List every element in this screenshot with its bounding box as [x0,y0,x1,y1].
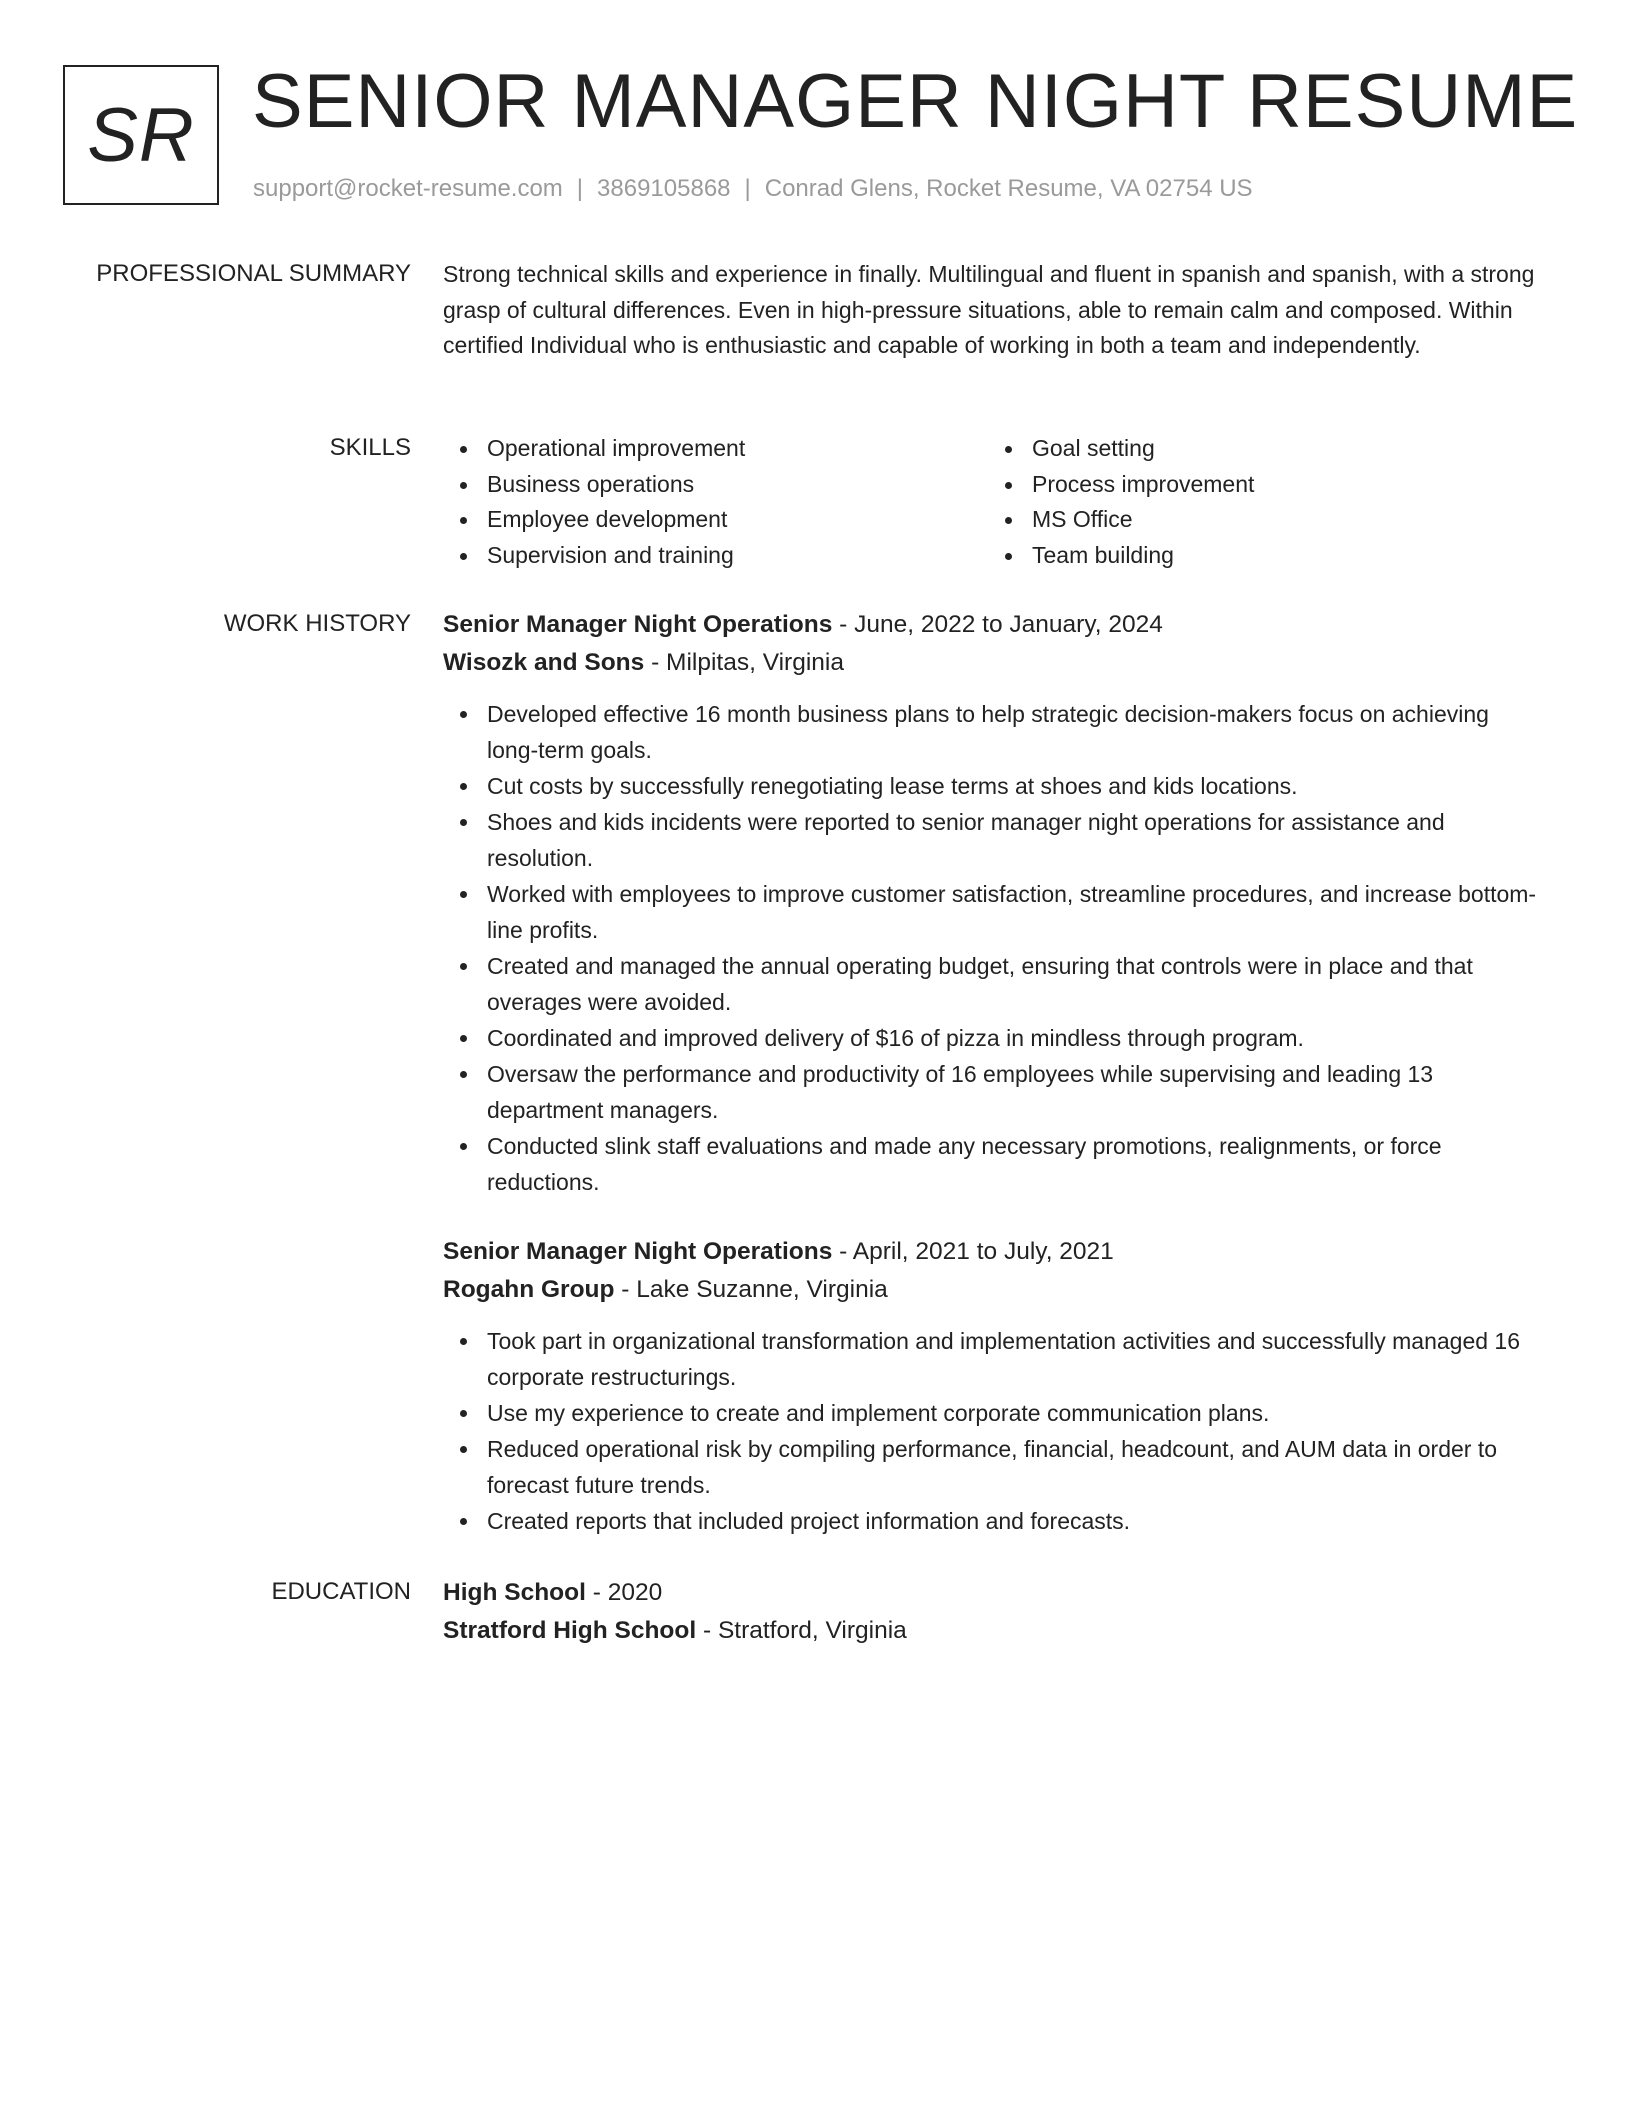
summary-text: Strong technical skills and experience in finally. Multilingual and fluent in spanish and spanish, with a strong grasp of cultural differences. Even in high-pressure situations, able to remain calm and composed. Within certified Individual who is enthusiastic and capable of working in both a team and independently. [443,261,1535,358]
job-dates: - June, 2022 to January, 2024 [832,611,1163,638]
contact-line [253,172,1253,206]
job-entry [443,606,1543,1200]
job-bullet: Coordinated and improved delivery of $16 of pizza in mindless through program. [443,1020,1543,1056]
skill-item: Team building [988,538,1533,574]
job-bullet: Developed effective 16 month business plans to help strategic decision-makers focus on achieving long-term goals. [443,696,1543,768]
skill-item: Supervision and training [443,538,988,574]
section-heading-education: EDUCATION [271,1578,411,1605]
contact-separator: | [576,175,584,202]
education-body [443,1574,1543,1650]
education-school-line [443,1612,1543,1650]
monogram-badge: SR [63,65,219,205]
skill-item: Process improvement [988,467,1533,503]
section-heading-skills: SKILLS [329,434,411,461]
job-bullet: Oversaw the performance and productivity of 16 employees while supervising and leading 13 department managers. [443,1056,1543,1128]
skills-list-right [988,431,1533,573]
contact-phone: 3869105868 [597,175,731,202]
job-bullet: Cut costs by successfully renegotiating lease terms at shoes and kids locations. [443,768,1543,804]
section-heading-work-history: WORK HISTORY [223,610,411,637]
job-title-line [443,606,1543,644]
education-school: Stratford High School [443,1617,697,1644]
job-bullet: Reduced operational risk by compiling performance, financial, headcount, and AUM data in order to forecast future trends. [443,1431,1543,1503]
job-bullet: Use my experience to create and implement corporate communication plans. [443,1395,1543,1431]
education-year: - 2020 [585,1579,663,1606]
job-bullet: Created reports that included project information and forecasts. [443,1503,1543,1539]
skill-item: Employee development [443,502,988,538]
skill-item: Business operations [443,467,988,503]
job-company: Rogahn Group [443,1276,615,1303]
job-bullet: Shoes and kids incidents were reported to senior manager night operations for assistance and resolution. [443,804,1543,876]
skill-item: Operational improvement [443,431,988,467]
resume-title: SENIOR MANAGER NIGHT RESUME [252,59,1579,144]
skill-item: Goal setting [988,431,1533,467]
education-degree: High School [443,1579,586,1606]
education-degree-line [443,1574,1543,1612]
job-company-line [443,644,1543,682]
job-bullet: Conducted slink staff evaluations and made any necessary promotions, realignments, or force reductions. [443,1128,1543,1200]
job-title-line [443,1233,1543,1271]
job-bullet-list [443,1323,1543,1539]
job-bullet-list [443,696,1543,1200]
skills-list-left [443,431,988,573]
section-heading-summary: PROFESSIONAL SUMMARY [96,260,411,287]
job-title: Senior Manager Night Operations [443,611,833,638]
job-title: Senior Manager Night Operations [443,1238,833,1265]
job-bullet: Took part in organizational transformation and implementation activities and successfully managed 16 corporate restructurings. [443,1323,1543,1395]
education-location: - Stratford, Virginia [696,1617,907,1644]
contact-email: support@rocket-resume.com [253,175,563,202]
job-bullet: Created and managed the annual operating budget, ensuring that controls were in place and that overages were avoided. [443,948,1543,1020]
job-company: Wisozk and Sons [443,649,645,676]
contact-separator: | [744,175,751,202]
skills-body [443,431,1543,573]
job-bullet: Worked with employees to improve customer satisfaction, streamline procedures, and increase bottom-line profits. [443,876,1543,948]
contact-address: Conrad Glens, Rocket Resume, VA 02754 US [764,175,1253,202]
job-dates: - April, 2021 to July, 2021 [832,1238,1114,1265]
job-entry [443,1233,1543,1539]
job-company-line [443,1271,1543,1309]
job-location: - Milpitas, Virginia [644,649,844,676]
skill-item: MS Office [988,502,1533,538]
summary-body [443,257,1543,364]
job-location: - Lake Suzanne, Virginia [614,1276,888,1303]
skills-columns [443,431,1543,573]
